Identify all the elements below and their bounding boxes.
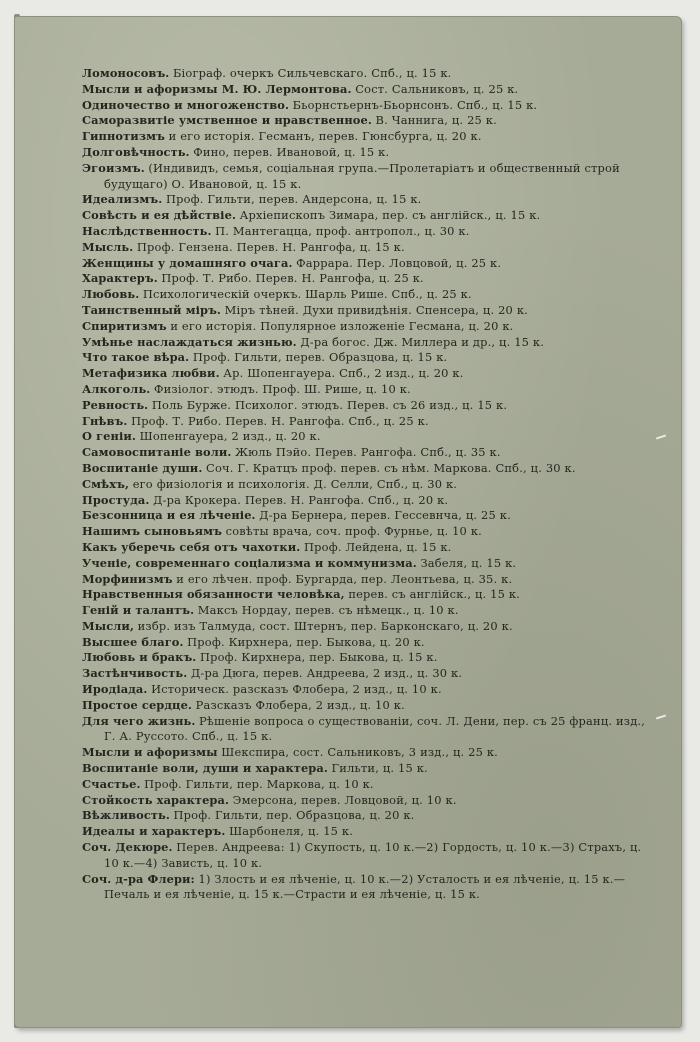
entry-title: Мысль. xyxy=(82,239,134,254)
entry-title: Таинственный міръ. xyxy=(82,302,221,317)
catalog-entry xyxy=(82,682,652,698)
entry-title: Любовь и бракъ. xyxy=(82,650,197,665)
entry-title: Самовоспитаніе воли. xyxy=(82,445,232,460)
entry-details: совѣты врача, соч. проф. Фурнье, ц. 10 к. xyxy=(225,524,482,539)
entry-title: Гнѣвъ. xyxy=(82,413,128,428)
catalog-entry xyxy=(82,540,652,556)
entry-title: Нашимъ сыновьямъ xyxy=(82,524,223,539)
entry-details: Д-ра Дюга, перев. Андреева, 2 изд., ц. 30 к. xyxy=(190,666,463,681)
catalog-entry xyxy=(82,445,652,461)
entry-title: Безсонница и ея лѣченіе. xyxy=(82,508,256,523)
entry-details: Д-ра Бернера, перев. Гессевнча, ц. 25 к. xyxy=(259,508,511,523)
catalog-entry xyxy=(82,145,652,161)
entry-title: Саморазвитіе умственное и нравственное. xyxy=(82,113,372,128)
entry-title: Совѣсть и ея дѣйствіе. xyxy=(82,208,237,223)
entry-title: Иродіада. xyxy=(82,682,148,697)
catalog-entry xyxy=(82,619,652,635)
catalog-entry xyxy=(82,493,652,509)
page-tear-mark xyxy=(656,435,666,440)
entry-details: Фино, перев. Ивановой, ц. 15 к. xyxy=(193,144,390,159)
entry-title: Какъ уберечь себя отъ чахотки. xyxy=(82,539,301,554)
entry-title: Что такое вѣра. xyxy=(82,350,190,365)
entry-details: Проф. Гильти, перев. Образцова, ц. 15 к. xyxy=(192,350,448,365)
entry-details: Бьорнстьернъ-Бьорнсонъ. Спб., ц. 15 к. xyxy=(292,97,538,112)
catalog-entry xyxy=(82,303,652,319)
entry-details: Сост. Сальниковъ, ц. 25 к. xyxy=(355,81,519,96)
entry-details: Проф. Т. Рибо. Перев. Н. Рангофа, ц. 25 к. xyxy=(161,271,424,286)
catalog-entry xyxy=(82,398,652,414)
catalog-entry xyxy=(82,82,652,98)
catalog-entry xyxy=(82,745,652,761)
catalog-entry xyxy=(82,840,652,872)
catalog-entry xyxy=(82,429,652,445)
entry-details: Перев. Андреева: 1) Скупость, ц. 10 к.—2) Гордость, ц. 10 к.—3) Страхъ, ц. 10 к.—4) Зависть, ц. 10 к. xyxy=(104,840,642,870)
entry-title: Стойкость характера. xyxy=(82,792,230,807)
entry-title: Счастье. xyxy=(82,776,141,791)
entry-title: Эгоизмъ. xyxy=(82,160,145,175)
entry-details: Шекспира, сост. Сальниковъ, 3 изд., ц. 25 к. xyxy=(221,745,498,760)
entry-title: Вѣжливость. xyxy=(82,808,170,823)
entry-details: Эмерсона, перев. Ловцовой, ц. 10 к. xyxy=(232,792,457,807)
catalog-entry xyxy=(82,714,652,746)
entry-details: Проф. Т. Рибо. Перев. Н. Рангофа. Спб., ц. 25 к. xyxy=(131,413,429,428)
catalog-entry xyxy=(82,824,652,840)
entry-details: Историческ. разсказъ Флобера, 2 изд., ц. 10 к. xyxy=(151,682,442,697)
catalog-entry xyxy=(82,350,652,366)
catalog-entry xyxy=(82,335,652,351)
entry-details: Біограф. очеркъ Сильчевскаго. Спб., ц. 15 к. xyxy=(172,66,452,80)
catalog-entry xyxy=(82,477,652,493)
entry-details: В. Чаннига, ц. 25 к. xyxy=(375,113,497,128)
entry-details: его физіологія и психологія. Д. Селли, Спб., ц. 30 к. xyxy=(132,476,458,491)
catalog-entry xyxy=(82,572,652,588)
entry-details: Гильти, ц. 15 к. xyxy=(331,761,428,776)
entry-details: избр. изъ Талмуда, сост. Штернъ, пер. Барконскаго, ц. 20 к. xyxy=(137,618,513,633)
catalog-entry xyxy=(82,461,652,477)
entry-details: П. Мантегацца, проф. антропол., ц. 30 к. xyxy=(215,223,470,238)
entry-title: Соч. Декюре. xyxy=(82,840,173,855)
catalog-entry xyxy=(82,635,652,651)
entry-details: Д-ра Крокера. Перев. Н. Рангофа. Спб., ц. 20 к. xyxy=(153,492,449,507)
catalog-entry xyxy=(82,793,652,809)
entry-title: Метафизика любви. xyxy=(82,366,220,381)
catalog-entry xyxy=(82,524,652,540)
catalog-entry xyxy=(82,161,652,193)
entry-details: Проф. Кирхнера, пер. Быкова, ц. 20 к. xyxy=(187,634,425,649)
entry-details: Проф. Гензена. Перев. Н. Рангофа, ц. 15 к. xyxy=(136,239,405,254)
entry-title: Спиритизмъ xyxy=(82,318,167,333)
entry-title: Мысли, xyxy=(82,618,135,633)
entry-title: Застѣнчивость. xyxy=(82,666,188,681)
entry-details: Максъ Нордау, перев. съ нѣмецк., ц. 10 к. xyxy=(197,603,459,618)
entry-details: Проф. Кирхнера, пер. Быкова, ц. 15 к. xyxy=(199,650,438,665)
entry-title: Мысли и афоризмы М. Ю. Лермонтова. xyxy=(82,81,352,96)
entry-title: Любовь. xyxy=(82,287,140,302)
catalog-entry xyxy=(82,650,652,666)
entry-details: Забеля, ц. 15 к. xyxy=(420,555,517,570)
entry-title: Алкоголь. xyxy=(82,381,151,396)
entry-details: и его лѣчен. проф. Бургарда, пер. Леонтьева, ц. 35. к. xyxy=(176,571,513,586)
entry-details: 1) Злость и ея лѣченіе, ц. 10 к.—2) Усталость и ея лѣченіе, ц. 15 к.—Печаль и ея лѣченіе, ц. 15 к.—Страсти и ея лѣченіе, ц. 15 к. xyxy=(104,871,626,902)
entry-details: Проф. Гильти, перев. Андерсона, ц. 15 к. xyxy=(165,192,422,207)
entry-details: Д-ра богос. Дж. Миллера и др., ц. 15 к. xyxy=(300,334,545,349)
entry-details: Проф. Лейдена, ц. 15 к. xyxy=(304,539,452,554)
catalog-entry xyxy=(82,208,652,224)
catalog-entry xyxy=(82,224,652,240)
catalog-entry xyxy=(82,777,652,793)
catalog-entry xyxy=(82,366,652,382)
catalog-entry xyxy=(82,66,652,82)
entry-title: Ревность. xyxy=(82,397,149,412)
entry-details: Архіепископъ Зимара, пер. съ англійск., ц. 15 к. xyxy=(239,208,541,223)
entry-title: Наслѣдственность. xyxy=(82,223,212,238)
entry-title: Воспитаніе воли, души и характера. xyxy=(82,761,328,776)
catalog-entry xyxy=(82,872,652,904)
entry-details: Міръ тѣней. Духи привидѣнія. Спенсера, ц. 20 к. xyxy=(224,302,528,317)
entry-title: Идеалы и характеръ. xyxy=(82,824,226,839)
entry-details: Шопенгауера, 2 изд., ц. 20 к. xyxy=(139,429,321,444)
catalog-entry xyxy=(82,256,652,272)
entry-title: Одиночество и многоженство. xyxy=(82,97,290,112)
entry-details: Разсказъ Флобера, 2 изд., ц. 10 к. xyxy=(195,697,405,712)
entry-title: Ученіе, современнаго соціализма и коммунизма. xyxy=(82,555,417,570)
catalog-entry xyxy=(82,808,652,824)
entry-details: и его исторія. Популярное изложеніе Гесмана, ц. 20 к. xyxy=(170,318,514,333)
catalog-entry xyxy=(82,666,652,682)
entry-title: Простуда. xyxy=(82,492,150,507)
entry-details: Проф. Гильти, пер. Образцова, ц. 20 к. xyxy=(173,808,415,823)
entry-title: Мысли и афоризмы xyxy=(82,745,218,760)
entry-details: Жюль Пэйо. Перев. Рангофа. Спб., ц. 35 к. xyxy=(235,445,501,460)
catalog-entry xyxy=(82,556,652,572)
entry-title: Гипнотизмъ xyxy=(82,129,165,144)
entry-title: Идеализмъ. xyxy=(82,192,163,207)
entry-details: Ар. Шопенгауера. Спб., 2 изд., ц. 20 к. xyxy=(223,366,464,381)
catalog-entry xyxy=(82,587,652,603)
catalog-entry xyxy=(82,113,652,129)
entry-details: Физіолог. этюдъ. Проф. Ш. Рише, ц. 10 к. xyxy=(153,381,411,396)
catalog-entry xyxy=(82,287,652,303)
entry-title: Нравственныя обязанности человѣка, xyxy=(82,587,345,602)
entry-title: Соч. д-ра Флери: xyxy=(82,871,195,886)
entry-title: Смѣхъ, xyxy=(82,476,130,491)
entry-title: Высшее благо. xyxy=(82,634,184,649)
entry-details: (Индивидъ, семья, соціальная група.—Пролетаріатъ и общественный строй будущаго) О. Ивановой, ц. 15 к. xyxy=(104,160,620,191)
entry-title: Ломоносовъ. xyxy=(82,66,170,80)
book-catalog-list xyxy=(82,66,652,903)
entry-details: Шарбонеля, ц. 15 к. xyxy=(229,824,354,839)
entry-title: Простое сердце. xyxy=(82,697,192,712)
entry-details: Соч. Г. Кратцъ проф. перев. съ нѣм. Маркова. Спб., ц. 30 к. xyxy=(206,460,576,475)
catalog-entry xyxy=(82,98,652,114)
entry-title: Для чего жизнь. xyxy=(82,713,196,728)
entry-details: и его исторія. Гесманъ, перев. Гюнсбурга, ц. 20 к. xyxy=(168,129,482,144)
catalog-entry xyxy=(82,382,652,398)
entry-title: О геніи. xyxy=(82,429,136,444)
catalog-entry xyxy=(82,240,652,256)
entry-title: Характеръ. xyxy=(82,271,158,286)
entry-title: Женщины у домашняго очага. xyxy=(82,255,293,270)
entry-details: Фаррара. Пер. Ловцовой, ц. 25 к. xyxy=(296,255,502,270)
entry-details: перев. съ англійск., ц. 15 к. xyxy=(348,587,520,602)
catalog-entry xyxy=(82,271,652,287)
catalog-entry xyxy=(82,319,652,335)
catalog-entry xyxy=(82,508,652,524)
entry-details: Поль Бурже. Психолог. этюдъ. Перев. съ 26 изд., ц. 15 к. xyxy=(151,397,508,412)
catalog-entry xyxy=(82,698,652,714)
catalog-entry xyxy=(82,761,652,777)
entry-details: Рѣшеніе вопроса о существованіи, соч. Л. Дени, пер. съ 25 франц. изд., Г. А. Руссото. Спб., ц. 15 к. xyxy=(104,713,646,744)
entry-details: Проф. Гильти, пер. Маркова, ц. 10 к. xyxy=(144,776,374,791)
page-tear-mark xyxy=(656,715,666,720)
entry-title: Воспитаніе души. xyxy=(82,460,203,475)
catalog-entry xyxy=(82,414,652,430)
entry-title: Морфинизмъ xyxy=(82,571,173,586)
entry-title: Долговѣчность. xyxy=(82,144,190,159)
entry-title: Геній и талантъ. xyxy=(82,603,195,618)
entry-details: Психологическій очеркъ. Шарль Рише. Спб., ц. 25 к. xyxy=(142,287,472,302)
catalog-entry xyxy=(82,192,652,208)
catalog-entry xyxy=(82,129,652,145)
entry-title: Умѣнье наслаждаться жизнью. xyxy=(82,334,297,349)
catalog-entry xyxy=(82,603,652,619)
